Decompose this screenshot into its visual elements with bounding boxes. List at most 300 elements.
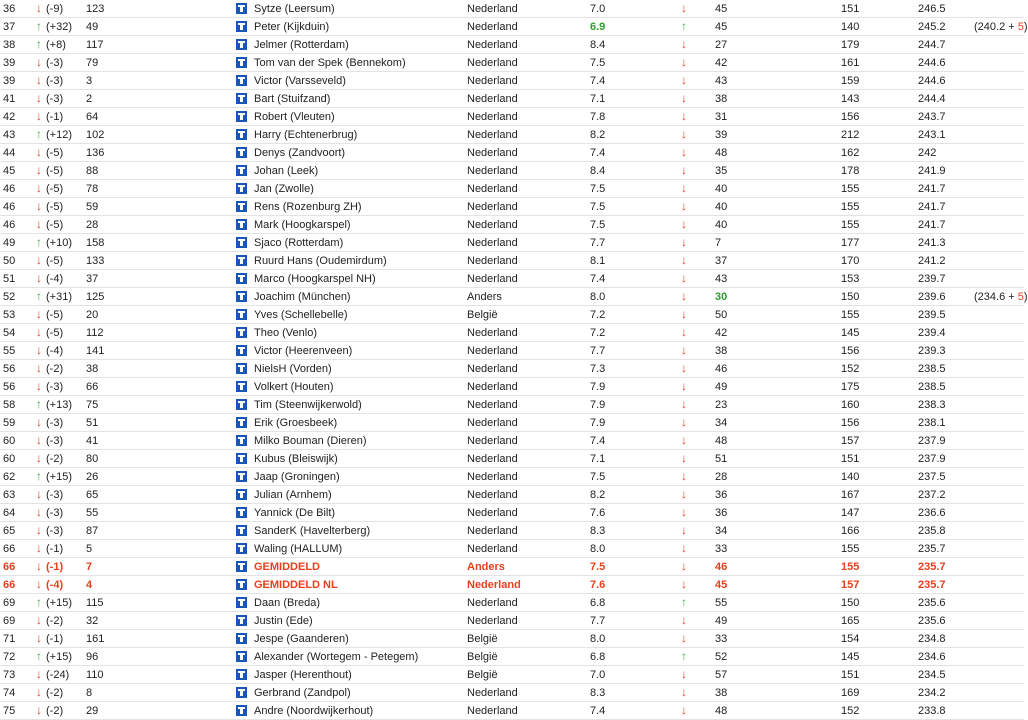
team-icon-cell[interactable] [236, 414, 254, 432]
player-name-cell[interactable] [254, 18, 467, 36]
rank-change-value: (-3) [46, 489, 64, 501]
player-id: 88 [86, 164, 99, 177]
trend-cell [681, 198, 715, 216]
player-name-cell[interactable] [254, 702, 467, 720]
trend-cell [681, 648, 715, 666]
stat-a-cell [715, 576, 841, 594]
team-icon[interactable] [236, 633, 247, 644]
trend-cell [681, 396, 715, 414]
player-name: Victor (Heerenveen) [254, 344, 353, 357]
table-row [0, 648, 1024, 666]
country: Anders [467, 290, 502, 303]
player-name-cell[interactable] [254, 378, 467, 396]
stat-a-cell [715, 468, 841, 486]
player-name-cell[interactable] [254, 270, 467, 288]
team-icon[interactable] [236, 219, 247, 230]
rank-change-cell [36, 288, 86, 306]
team-icon[interactable] [236, 363, 247, 374]
team-icon-cell[interactable] [236, 684, 254, 702]
team-icon-cell[interactable] [236, 612, 254, 630]
arrow-up-icon: ↑ [36, 235, 42, 249]
stat-a-cell [715, 234, 841, 252]
total-cell [918, 108, 974, 126]
stat-b-cell [841, 180, 918, 198]
bonus-cell [974, 450, 1024, 468]
player-name-cell[interactable] [254, 306, 467, 324]
stat-a-cell [715, 684, 841, 702]
trend-cell [681, 0, 715, 18]
player-name-cell[interactable] [254, 594, 467, 612]
team-icon-cell[interactable] [236, 486, 254, 504]
team-icon-cell[interactable] [236, 378, 254, 396]
team-icon[interactable] [236, 201, 247, 212]
country: Nederland [467, 164, 518, 177]
team-icon[interactable] [236, 111, 247, 122]
arrow-down-icon: ↓ [36, 541, 42, 555]
stat-a-cell [715, 306, 841, 324]
arrow-down-icon: ↓ [36, 271, 42, 285]
total-value: 237.5 [918, 470, 946, 483]
table-row [0, 162, 1024, 180]
team-icon[interactable] [236, 75, 247, 86]
team-icon[interactable] [236, 39, 247, 50]
team-icon-cell[interactable] [236, 18, 254, 36]
arrow-down-icon: ↓ [36, 685, 42, 699]
total-value: 236.6 [918, 506, 946, 519]
bonus-cell [974, 108, 1024, 126]
rank-value: 71 [3, 632, 16, 645]
stat-a-cell [715, 342, 841, 360]
team-icon-cell[interactable] [236, 144, 254, 162]
team-icon-cell[interactable] [236, 108, 254, 126]
team-icon[interactable] [236, 93, 247, 104]
player-name-cell[interactable] [254, 0, 467, 18]
team-icon-cell[interactable] [236, 522, 254, 540]
player-name-cell[interactable] [254, 252, 467, 270]
player-name-cell[interactable] [254, 288, 467, 306]
team-icon[interactable] [236, 165, 247, 176]
rank-change-value: (-5) [46, 219, 64, 231]
arrow-down-icon: ↓ [36, 73, 42, 87]
bonus-cell [974, 504, 1024, 522]
team-icon[interactable] [236, 57, 247, 68]
table-row [0, 666, 1024, 684]
stat-a-value: 33 [715, 542, 728, 555]
arrow-down-icon: ↓ [36, 325, 42, 339]
arrow-down-icon: ↓ [36, 559, 42, 573]
score-cell [590, 414, 681, 432]
team-icon[interactable] [236, 21, 247, 32]
rank-change-cell [36, 468, 86, 486]
bonus-points: 5 [1017, 290, 1024, 303]
table-row [0, 36, 1024, 54]
team-icon[interactable] [236, 381, 247, 392]
player-name-cell[interactable] [254, 684, 467, 702]
player-name-cell[interactable] [254, 666, 467, 684]
total-cell [918, 486, 974, 504]
rank-cell [0, 432, 36, 450]
player-name-cell[interactable] [254, 648, 467, 666]
player-name: Denys (Zandvoort) [254, 146, 346, 159]
team-icon[interactable] [236, 183, 247, 194]
table-row [0, 468, 1024, 486]
arrow-down-icon: ↓ [36, 487, 42, 501]
trend-down-icon: ↓ [681, 433, 687, 447]
trend-cell [681, 450, 715, 468]
team-icon-cell[interactable] [236, 288, 254, 306]
player-name-cell[interactable] [254, 540, 467, 558]
player-id: 136 [86, 146, 105, 159]
country-cell [467, 540, 590, 558]
country-cell [467, 432, 590, 450]
arrow-down-icon: ↓ [36, 523, 42, 537]
stat-b-cell [841, 342, 918, 360]
country: België [467, 668, 498, 681]
team-icon-cell[interactable] [236, 432, 254, 450]
team-icon-cell[interactable] [236, 558, 254, 576]
trend-down-icon: ↓ [681, 631, 687, 645]
score-cell [590, 144, 681, 162]
score-cell [590, 666, 681, 684]
team-icon-cell[interactable] [236, 162, 254, 180]
stat-a-value: 35 [715, 164, 728, 177]
player-name: Mark (Hoogkarspel) [254, 218, 351, 231]
rank-change-cell [36, 396, 86, 414]
score-value: 7.9 [590, 380, 606, 393]
country-cell [467, 450, 590, 468]
stat-a-cell [715, 630, 841, 648]
table-row [0, 108, 1024, 126]
trend-cell [681, 504, 715, 522]
team-icon[interactable] [236, 543, 247, 554]
team-icon-cell[interactable] [236, 396, 254, 414]
arrow-down-icon: ↓ [36, 217, 42, 231]
bonus-cell [974, 648, 1024, 666]
total-value: 235.6 [918, 596, 946, 609]
player-name-cell[interactable] [254, 324, 467, 342]
arrow-up-icon: ↑ [36, 649, 42, 663]
team-icon-cell[interactable] [236, 126, 254, 144]
rank-change-cell [36, 432, 86, 450]
team-icon[interactable] [236, 3, 247, 14]
team-icon[interactable] [236, 471, 247, 482]
stat-b-cell [841, 234, 918, 252]
score-value: 8.4 [590, 38, 606, 51]
player-name-cell[interactable] [254, 54, 467, 72]
trend-down-icon: ↓ [681, 667, 687, 681]
player-id-cell [86, 414, 236, 432]
bonus-cell [974, 198, 1024, 216]
bonus-cell [974, 468, 1024, 486]
table-row [0, 18, 1024, 36]
score-value: 7.0 [590, 2, 606, 15]
player-id-cell [86, 126, 236, 144]
country: Nederland [467, 182, 518, 195]
team-icon[interactable] [236, 525, 247, 536]
team-icon-cell[interactable] [236, 90, 254, 108]
team-icon-cell[interactable] [236, 198, 254, 216]
rank-change-cell [36, 558, 86, 576]
trend-cell [681, 36, 715, 54]
player-name: Julian (Arnhem) [254, 488, 332, 501]
rank-change-value: (-2) [46, 453, 64, 465]
rank-cell [0, 252, 36, 270]
rank-change-value: (+15) [46, 471, 72, 483]
team-icon-cell[interactable] [236, 180, 254, 198]
score-cell [590, 0, 681, 18]
team-icon-cell[interactable] [236, 216, 254, 234]
player-name-cell[interactable] [254, 234, 467, 252]
player-name-cell[interactable] [254, 36, 467, 54]
arrow-down-icon: ↓ [36, 55, 42, 69]
team-icon[interactable] [236, 453, 247, 464]
bonus-cell [974, 576, 1024, 594]
team-icon-cell[interactable] [236, 306, 254, 324]
rank-change-value: (-3) [46, 525, 64, 537]
trend-down-icon: ↓ [681, 343, 687, 357]
team-icon[interactable] [236, 129, 247, 140]
player-name-cell[interactable] [254, 576, 467, 594]
team-icon-cell[interactable] [236, 234, 254, 252]
player-name-cell[interactable] [254, 342, 467, 360]
team-icon[interactable] [236, 615, 247, 626]
stat-b-value: 150 [841, 290, 860, 303]
rank-change-value: (-5) [46, 147, 64, 159]
team-icon-cell[interactable] [236, 324, 254, 342]
player-id: 20 [86, 308, 99, 321]
team-icon-cell[interactable] [236, 576, 254, 594]
trend-down-icon: ↓ [681, 613, 687, 627]
team-icon-cell[interactable] [236, 594, 254, 612]
player-name-cell[interactable] [254, 468, 467, 486]
team-icon[interactable] [236, 579, 247, 590]
team-icon-cell[interactable] [236, 36, 254, 54]
country: Nederland [467, 344, 518, 357]
stat-b-value: 156 [841, 110, 860, 123]
arrow-down-icon: ↓ [36, 433, 42, 447]
stat-a-cell [715, 450, 841, 468]
stat-a-cell [715, 162, 841, 180]
rank-value: 41 [3, 92, 16, 105]
score-cell [590, 558, 681, 576]
team-icon-cell[interactable] [236, 0, 254, 18]
rank-change-cell [36, 648, 86, 666]
player-name-cell[interactable] [254, 72, 467, 90]
stat-b-value: 151 [841, 2, 860, 15]
player-name: Jespe (Gaanderen) [254, 632, 349, 645]
stat-a-cell [715, 396, 841, 414]
player-id: 64 [86, 110, 99, 123]
rank-value: 50 [3, 254, 16, 267]
country-cell [467, 630, 590, 648]
bonus-cell [974, 324, 1024, 342]
player-name-cell[interactable] [254, 450, 467, 468]
country-cell [467, 486, 590, 504]
team-icon[interactable] [236, 345, 247, 356]
score-cell [590, 36, 681, 54]
rank-change-cell [36, 18, 86, 36]
player-name-cell[interactable] [254, 558, 467, 576]
player-name-cell[interactable] [254, 432, 467, 450]
total-cell [918, 396, 974, 414]
score-value: 7.4 [590, 704, 606, 717]
team-icon-cell[interactable] [236, 540, 254, 558]
rank-value: 46 [3, 200, 16, 213]
score-value: 6.8 [590, 650, 606, 663]
rank-change-cell [36, 270, 86, 288]
player-id-cell [86, 612, 236, 630]
total-value: 234.2 [918, 686, 946, 699]
team-icon-cell[interactable] [236, 270, 254, 288]
country: Nederland [467, 362, 518, 375]
team-icon-cell[interactable] [236, 54, 254, 72]
total-value: 241.3 [918, 236, 946, 249]
player-name-cell[interactable] [254, 162, 467, 180]
player-name-cell[interactable] [254, 108, 467, 126]
stat-a-cell [715, 90, 841, 108]
team-icon[interactable] [236, 669, 247, 680]
team-icon-cell[interactable] [236, 630, 254, 648]
stat-b-value: 155 [841, 182, 860, 195]
team-icon[interactable] [236, 399, 247, 410]
team-icon-cell[interactable] [236, 702, 254, 720]
bonus-cell [974, 216, 1024, 234]
player-name: Milko Bouman (Dieren) [254, 434, 367, 447]
team-icon[interactable] [236, 435, 247, 446]
player-name: Marco (Hoogkarspel NH) [254, 272, 376, 285]
team-icon-cell[interactable] [236, 252, 254, 270]
team-icon[interactable] [236, 597, 247, 608]
team-icon-cell[interactable] [236, 360, 254, 378]
team-icon[interactable] [236, 705, 247, 716]
stat-b-value: 169 [841, 686, 860, 699]
player-name: Andre (Noordwijkerhout) [254, 704, 374, 717]
stat-a-value: 36 [715, 506, 728, 519]
player-id-cell [86, 504, 236, 522]
total-value: 238.5 [918, 380, 946, 393]
team-icon[interactable] [236, 309, 247, 320]
score-value: 7.5 [590, 470, 606, 483]
team-icon-cell[interactable] [236, 468, 254, 486]
team-icon[interactable] [236, 327, 247, 338]
team-icon-cell[interactable] [236, 450, 254, 468]
team-icon[interactable] [236, 237, 247, 248]
team-icon-cell[interactable] [236, 504, 254, 522]
player-name-cell[interactable] [254, 90, 467, 108]
rank-change-value: (+15) [46, 597, 72, 609]
team-icon-cell[interactable] [236, 648, 254, 666]
rank-cell [0, 198, 36, 216]
country-cell [467, 180, 590, 198]
trend-down-icon: ↓ [681, 217, 687, 231]
team-icon[interactable] [236, 651, 247, 662]
team-icon[interactable] [236, 273, 247, 284]
rank-value: 55 [3, 344, 16, 357]
team-icon[interactable] [236, 687, 247, 698]
player-name-cell[interactable] [254, 504, 467, 522]
total-value: 244.6 [918, 56, 946, 69]
player-name-cell[interactable] [254, 396, 467, 414]
player-name-cell[interactable] [254, 144, 467, 162]
country: Nederland [467, 542, 518, 555]
country: Nederland [467, 326, 518, 339]
player-name: Victor (Varsseveld) [254, 74, 346, 87]
score-cell [590, 108, 681, 126]
trend-down-icon: ↓ [681, 361, 687, 375]
trend-cell [681, 72, 715, 90]
trend-down-icon: ↓ [681, 55, 687, 69]
total-value: 241.7 [918, 218, 946, 231]
team-icon[interactable] [236, 255, 247, 266]
bonus-base: (240.2 + [974, 20, 1018, 33]
player-name-cell[interactable] [254, 414, 467, 432]
player-name-cell[interactable] [254, 612, 467, 630]
stat-a-cell [715, 144, 841, 162]
rank-value: 74 [3, 686, 16, 699]
player-name-cell[interactable] [254, 198, 467, 216]
rank-value: 66 [3, 542, 16, 555]
player-id: 78 [86, 182, 99, 195]
player-name-cell[interactable] [254, 126, 467, 144]
player-name: Rens (Rozenburg ZH) [254, 200, 362, 213]
bonus-cell [974, 72, 1024, 90]
trend-down-icon: ↓ [681, 451, 687, 465]
stat-a-value: 40 [715, 182, 728, 195]
bonus-cell [974, 162, 1024, 180]
team-icon-cell[interactable] [236, 666, 254, 684]
team-icon-cell[interactable] [236, 72, 254, 90]
team-icon-cell[interactable] [236, 342, 254, 360]
score-cell [590, 342, 681, 360]
player-name-cell[interactable] [254, 522, 467, 540]
trend-cell [681, 468, 715, 486]
team-icon[interactable] [236, 507, 247, 518]
score-cell [590, 648, 681, 666]
stat-a-value: 43 [715, 74, 728, 87]
player-name: Jaap (Groningen) [254, 470, 340, 483]
total-cell [918, 306, 974, 324]
country: Nederland [467, 416, 518, 429]
team-icon[interactable] [236, 417, 247, 428]
trend-down-icon: ↓ [681, 325, 687, 339]
rank-cell [0, 288, 36, 306]
player-id: 158 [86, 236, 105, 249]
player-name-cell[interactable] [254, 360, 467, 378]
player-name-cell[interactable] [254, 216, 467, 234]
country-cell [467, 126, 590, 144]
player-name-cell[interactable] [254, 486, 467, 504]
bonus-cell [974, 522, 1024, 540]
stat-b-value: 145 [841, 650, 860, 663]
arrow-down-icon: ↓ [36, 181, 42, 195]
rank-change-cell [36, 108, 86, 126]
team-icon[interactable] [236, 291, 247, 302]
player-name-cell[interactable] [254, 180, 467, 198]
team-icon[interactable] [236, 561, 247, 572]
total-value: 241.2 [918, 254, 946, 267]
player-id: 133 [86, 254, 105, 267]
score-value: 7.5 [590, 560, 606, 573]
team-icon[interactable] [236, 147, 247, 158]
stat-b-cell [841, 252, 918, 270]
stat-a-cell [715, 54, 841, 72]
stat-b-value: 156 [841, 344, 860, 357]
stat-a-cell [715, 270, 841, 288]
team-icon[interactable] [236, 489, 247, 500]
country: Nederland [467, 398, 518, 411]
stat-a-value: 46 [715, 560, 728, 573]
player-name-cell[interactable] [254, 630, 467, 648]
